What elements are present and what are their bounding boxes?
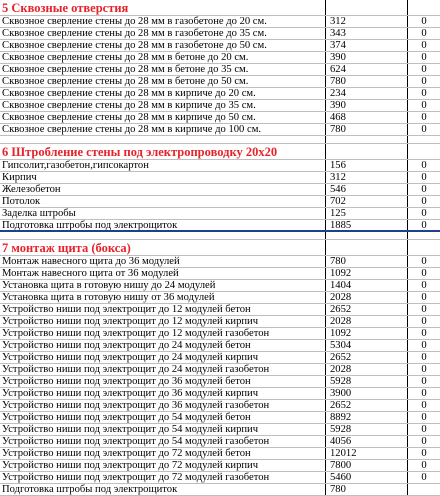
quantity-cell[interactable]: 0 xyxy=(421,316,427,327)
service-name-cell: Сквозное сверление стены до 28 мм в бетоне до 50 см. xyxy=(0,76,326,87)
service-name-cell: Кирпич xyxy=(0,172,326,183)
table-row xyxy=(0,40,440,52)
quantity-cell[interactable]: 0 xyxy=(421,100,427,111)
quantity-cell[interactable]: 0 xyxy=(421,40,427,51)
section-title: 7 монтаж щита (бокса) xyxy=(0,240,326,255)
empty-cell xyxy=(0,136,326,143)
price-cell: 5304 xyxy=(326,340,408,351)
price-cell: 624 xyxy=(326,64,408,75)
service-name-cell: Потолок xyxy=(0,196,326,207)
price-cell: 2652 xyxy=(326,304,408,315)
price-cell: 780 xyxy=(326,256,408,267)
service-name-cell: Установка щита в готовую нишу от 36 модулей xyxy=(0,292,326,303)
quantity-cell[interactable]: 0 xyxy=(421,304,427,315)
price-cell: 2028 xyxy=(326,316,408,327)
quantity-cell[interactable]: 0 xyxy=(421,388,427,399)
spacer-row xyxy=(0,136,440,144)
quantity-cell[interactable]: 0 xyxy=(421,28,427,39)
price-cell: 5928 xyxy=(326,424,408,435)
quantity-cell[interactable]: 0 xyxy=(421,376,427,387)
price-cell: 780 xyxy=(326,484,408,495)
price-cell: 546 xyxy=(326,184,408,195)
service-name-cell: Подготовка штробы под электрощиток xyxy=(0,220,326,230)
quantity-cell[interactable]: 0 xyxy=(421,124,427,135)
price-cell: 343 xyxy=(326,28,408,39)
table-row xyxy=(0,16,440,28)
quantity-cell[interactable]: 0 xyxy=(421,16,427,27)
table-row xyxy=(0,256,440,268)
quantity-cell[interactable]: 0 xyxy=(421,172,427,183)
service-name-cell: Устройство ниши под электрощит до 72 модулей кирпич xyxy=(0,460,326,471)
quantity-cell[interactable]: 0 xyxy=(421,76,427,87)
service-name-cell: Сквозное сверление стены до 28 мм в бетоне до 35 см. xyxy=(0,64,326,75)
table-row xyxy=(0,436,440,448)
table-row xyxy=(0,172,440,184)
price-cell: 2028 xyxy=(326,292,408,303)
table-row xyxy=(0,316,440,328)
service-name-cell: Устройство ниши под электрощит до 12 модулей кирпич xyxy=(0,316,326,327)
table-row xyxy=(0,220,440,232)
price-cell: 3900 xyxy=(326,388,408,399)
price-cell: 156 xyxy=(326,160,408,171)
table-row xyxy=(0,400,440,412)
quantity-cell[interactable]: 0 xyxy=(421,268,427,279)
quantity-cell[interactable]: 0 xyxy=(421,328,427,339)
table-row xyxy=(0,388,440,400)
price-cell: 312 xyxy=(326,16,408,27)
price-cell: 780 xyxy=(326,76,408,87)
service-name-cell: Гипсолит,газобетон,гипсокартон xyxy=(0,160,326,171)
table-row xyxy=(0,364,440,376)
empty-cell xyxy=(326,240,408,255)
empty-cell xyxy=(408,0,440,15)
price-cell: 374 xyxy=(326,40,408,51)
service-name-cell: Устройство ниши под электрощит до 24 модулей газобетон xyxy=(0,364,326,375)
service-name-cell: Устройство ниши под электрощит до 36 модулей бетон xyxy=(0,376,326,387)
empty-cell xyxy=(408,136,440,143)
table-row xyxy=(0,376,440,388)
table-row xyxy=(0,268,440,280)
price-cell: 5460 xyxy=(326,472,408,483)
section-title: 5 Сквозные отверстия xyxy=(0,0,326,15)
service-name-cell: Устройство ниши под электрощит до 54 модулей газобетон xyxy=(0,436,326,447)
quantity-cell[interactable]: 0 xyxy=(421,436,427,447)
empty-cell xyxy=(326,0,408,15)
table-row xyxy=(0,64,440,76)
service-name-cell: Устройство ниши под электрощит до 54 модулей кирпич xyxy=(0,424,326,435)
quantity-cell[interactable]: 0 xyxy=(421,64,427,75)
table-row xyxy=(0,352,440,364)
table-row xyxy=(0,112,440,124)
service-name-cell: Подготовка штробы под электрощиток xyxy=(0,484,326,495)
quantity-cell[interactable]: 0 xyxy=(421,196,427,207)
section-header-row xyxy=(0,144,440,160)
table-row xyxy=(0,292,440,304)
service-name-cell: Сквозное сверление стены до 28 мм в кирпиче до 100 см. xyxy=(0,124,326,135)
service-name-cell: Заделка штробы xyxy=(0,208,326,219)
table-row xyxy=(0,460,440,472)
quantity-cell[interactable]: 0 xyxy=(421,400,427,411)
section-title: 6 Штробление стены под электропроводку 20x20 xyxy=(0,144,326,159)
table-row xyxy=(0,328,440,340)
empty-cell xyxy=(0,232,326,239)
service-name-cell: Устройство ниши под электрощит до 24 модулей кирпич xyxy=(0,352,326,363)
quantity-cell[interactable]: 0 xyxy=(421,472,427,483)
service-name-cell: Сквозное сверление стены до 28 мм в газобетоне до 50 см. xyxy=(0,40,326,51)
service-name-cell: Устройство ниши под электрощит до 36 модулей газобетон xyxy=(0,400,326,411)
service-name-cell: Устройство ниши под электрощит до 24 модулей бетон xyxy=(0,340,326,351)
table-row xyxy=(0,100,440,112)
service-name-cell: Устройство ниши под электрощит до 12 модулей газобетон xyxy=(0,328,326,339)
service-name-cell: Монтаж навесного щита от 36 модулей xyxy=(0,268,326,279)
quantity-cell[interactable]: 0 xyxy=(421,424,427,435)
price-cell: 125 xyxy=(326,208,408,219)
empty-cell xyxy=(326,136,408,143)
price-cell: 234 xyxy=(326,88,408,99)
service-name-cell: Сквозное сверление стены до 28 мм в газобетоне до 20 см. xyxy=(0,16,326,27)
table-row xyxy=(0,76,440,88)
quantity-cell[interactable]: 0 xyxy=(421,364,427,375)
table-row xyxy=(0,88,440,100)
price-cell: 12012 xyxy=(326,448,408,459)
table-row xyxy=(0,484,440,496)
empty-cell xyxy=(326,144,408,159)
table-row xyxy=(0,280,440,292)
price-cell: 2652 xyxy=(326,352,408,363)
quantity-cell[interactable]: 0 xyxy=(421,460,427,471)
quantity-cell[interactable]: 0 xyxy=(421,256,427,267)
quantity-cell[interactable]: 0 xyxy=(421,412,427,423)
table-row xyxy=(0,304,440,316)
table-row xyxy=(0,196,440,208)
price-cell: 2028 xyxy=(326,364,408,375)
quantity-cell[interactable]: 0 xyxy=(421,220,427,230)
price-cell: 780 xyxy=(326,124,408,135)
service-name-cell: Устройство ниши под электрощит до 72 модулей бетон xyxy=(0,448,326,459)
price-cell: 702 xyxy=(326,196,408,207)
table-row xyxy=(0,184,440,196)
service-name-cell: Сквозное сверление стены до 28 мм в газобетоне до 35 см. xyxy=(0,28,326,39)
empty-cell xyxy=(326,232,408,239)
service-name-cell: Устройство ниши под электрощит до 54 модулей бетон xyxy=(0,412,326,423)
table-row xyxy=(0,124,440,136)
section-header-row xyxy=(0,0,440,16)
price-cell: 468 xyxy=(326,112,408,123)
table-row xyxy=(0,424,440,436)
service-name-cell: Монтаж навесного щита до 36 модулей xyxy=(0,256,326,267)
table-row xyxy=(0,472,440,484)
service-name-cell: Сквозное сверление стены до 28 мм в кирпиче до 35 см. xyxy=(0,100,326,111)
service-name-cell: Устройство ниши под электрощит до 12 модулей бетон xyxy=(0,304,326,315)
price-cell: 1885 xyxy=(326,220,408,230)
quantity-cell[interactable]: 0 xyxy=(421,448,427,459)
price-cell: 7800 xyxy=(326,460,408,471)
quantity-cell[interactable]: 0 xyxy=(421,184,427,195)
price-cell: 390 xyxy=(326,100,408,111)
price-cell: 1404 xyxy=(326,280,408,291)
service-name-cell: Сквозное сверление стены до 28 мм в кирпиче до 50 см. xyxy=(0,112,326,123)
quantity-cell[interactable]: 0 xyxy=(421,280,427,291)
table-row xyxy=(0,208,440,220)
service-name-cell: Установка щита в готовую нишу до 24 модулей xyxy=(0,280,326,291)
service-name-cell: Сквозное сверление стены до 28 мм в кирпиче до 20 см. xyxy=(0,88,326,99)
price-cell: 4056 xyxy=(326,436,408,447)
quantity-cell[interactable]: 0 xyxy=(421,340,427,351)
price-cell: 2652 xyxy=(326,400,408,411)
quantity-cell[interactable]: 0 xyxy=(421,52,427,63)
price-cell: 390 xyxy=(326,52,408,63)
table-row xyxy=(0,28,440,40)
service-name-cell: Устройство ниши под электрощит до 36 модулей кирпич xyxy=(0,388,326,399)
price-cell: 5928 xyxy=(326,376,408,387)
service-name-cell: Устройство ниши под электрощит до 72 модулей газобетон xyxy=(0,472,326,483)
table-row xyxy=(0,448,440,460)
quantity-cell[interactable]: 0 xyxy=(421,88,427,99)
quantity-cell[interactable]: 0 xyxy=(421,208,427,219)
quantity-cell[interactable] xyxy=(408,484,440,495)
empty-cell xyxy=(408,144,440,159)
service-name-cell: Железобетон xyxy=(0,184,326,195)
table-row xyxy=(0,412,440,424)
table-row xyxy=(0,52,440,64)
section-header-row xyxy=(0,240,440,256)
quantity-cell[interactable]: 0 xyxy=(421,112,427,123)
empty-cell xyxy=(408,232,440,239)
price-cell: 8892 xyxy=(326,412,408,423)
price-cell: 312 xyxy=(326,172,408,183)
price-cell: 1092 xyxy=(326,328,408,339)
table-row xyxy=(0,340,440,352)
price-cell: 1092 xyxy=(326,268,408,279)
quantity-cell[interactable]: 0 xyxy=(421,160,427,171)
quantity-cell[interactable]: 0 xyxy=(421,352,427,363)
quantity-cell[interactable]: 0 xyxy=(421,292,427,303)
table-row xyxy=(0,160,440,172)
spacer-row xyxy=(0,232,440,240)
service-name-cell: Сквозное сверление стены до 28 мм в бетоне до 20 см. xyxy=(0,52,326,63)
empty-cell xyxy=(408,240,440,255)
